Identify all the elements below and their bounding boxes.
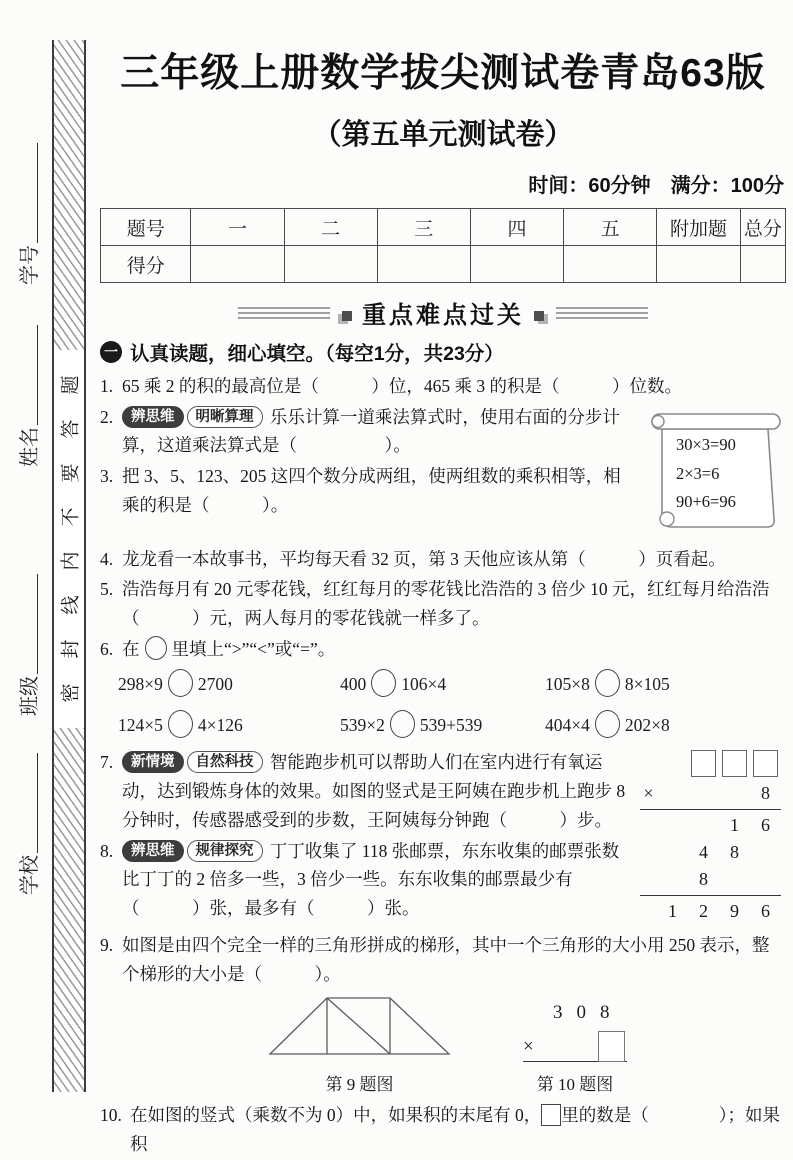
question-number: 4. <box>100 548 114 569</box>
question-number: 3. <box>100 466 114 487</box>
score-header-cell: 附加题 <box>657 209 741 246</box>
question-text: 乐乐计算一道乘法算式时，使用右面的分步计算，这道乘法算式是（ ）。 <box>122 406 620 456</box>
time-score-info: 时间：60分钟 满分：100分 <box>528 175 784 197</box>
digit-blank-box[interactable] <box>598 1031 625 1062</box>
comparison-right: 2700 <box>197 674 233 695</box>
question-text: 如图是由四个完全一样的三角形拼成的梯形，其中一个三角形的大小用 250 表示，整个梯形的大小是（ ）。 <box>122 935 770 985</box>
question-2-3-block <box>100 403 786 543</box>
seal-line-band <box>52 40 86 1092</box>
score-cell[interactable] <box>564 246 657 283</box>
comparison-right: 8×105 <box>624 674 670 695</box>
answer-circle[interactable] <box>168 710 193 738</box>
question-tag-badge: 明晰算理 <box>187 406 263 428</box>
digit-blank-box[interactable] <box>691 750 716 777</box>
hatch-pattern-bottom <box>54 728 84 1092</box>
question-text: 龙龙看一本故事书，平均每天看 32 页，第 3 天他应该从第（ ）页看起。 <box>122 548 726 569</box>
comparison-grid <box>100 669 786 738</box>
result-digit: 6 <box>761 901 770 922</box>
q7-vertical-multiplication <box>640 748 786 925</box>
question-1 <box>100 372 786 401</box>
seal-text-area <box>54 350 84 728</box>
score-cell[interactable] <box>377 246 470 283</box>
rule-line <box>640 895 781 896</box>
score-header-cell: 三 <box>377 209 470 246</box>
question-5 <box>100 575 786 632</box>
multiplication-grid <box>640 748 786 925</box>
circled-one-icon: 一 <box>100 341 122 363</box>
multiply-sign: × <box>643 783 654 804</box>
scroll-equation: 90+6=96 <box>676 492 736 512</box>
question-text-pre: 在 <box>122 638 140 659</box>
question-tag-badge: 辨思维 <box>122 406 184 428</box>
q10-multiplication-figure <box>523 1002 627 1095</box>
q9-trapezoid-figure <box>268 995 451 1095</box>
question-6 <box>100 635 786 664</box>
question-9 <box>100 931 786 988</box>
comparison-item <box>340 710 545 738</box>
question-number: 1. <box>100 376 114 396</box>
score-header-cell: 一 <box>191 209 284 246</box>
section-one-header <box>100 338 786 366</box>
score-cell[interactable] <box>657 246 741 283</box>
question-text-pre: 在如图的竖式（乘数不为 0）中，如果积的末尾有 0， <box>130 1104 542 1125</box>
speed-lines-left-icon <box>238 306 330 319</box>
partial-digit: 8 <box>730 842 739 863</box>
inline-blank-box[interactable] <box>541 1104 561 1126</box>
comparison-left: 400 <box>340 674 367 695</box>
banner-title: 重点难点过关 <box>362 302 524 329</box>
comparison-left: 124×5 <box>118 715 163 736</box>
question-7-8-block <box>100 748 786 929</box>
score-header-cell: 四 <box>470 209 563 246</box>
question-figures-row <box>268 995 786 1095</box>
answer-circle <box>145 636 167 660</box>
digit-blank-box[interactable] <box>722 750 747 777</box>
score-header-cell: 二 <box>284 209 377 246</box>
student-field-label: 学校 <box>18 855 41 895</box>
field-blank-line[interactable] <box>16 574 38 674</box>
comparison-left: 539×2 <box>340 715 385 736</box>
result-digit: 2 <box>699 901 708 922</box>
scroll-equations <box>676 431 736 518</box>
score-table <box>100 208 786 283</box>
partial-digit: 8 <box>699 869 708 890</box>
question-number: 7. <box>100 752 114 773</box>
multiplier-digit: 8 <box>761 783 770 804</box>
comparison-right: 202×8 <box>624 715 670 736</box>
digit: 8 <box>600 1001 610 1023</box>
question-number: 2. <box>100 406 114 427</box>
student-field-label: 姓名 <box>18 427 41 467</box>
speed-lines-right-icon <box>556 306 648 319</box>
question-text: 浩浩每月有 20 元零花钱，红红每月的零花钱比浩浩的 3 倍少 10 元，红红每月给浩浩（ ）元，两人每月的零花钱就一样多了。 <box>122 579 770 629</box>
page-subtitle: （第五单元测试卷） <box>312 119 574 151</box>
score-row-label: 得分 <box>101 246 191 283</box>
field-blank-line[interactable] <box>16 325 38 425</box>
student-field-name <box>13 325 42 467</box>
figure-caption: 第 9 题图 <box>325 1074 394 1094</box>
question-tag-badge: 自然科技 <box>187 751 263 773</box>
scroll-equation: 30×3=90 <box>676 434 736 454</box>
question-number: 8. <box>100 840 114 861</box>
student-field-label: 学号 <box>18 245 41 285</box>
digit: 3 <box>553 1001 563 1023</box>
question-number: 6. <box>100 638 114 659</box>
answer-circle[interactable] <box>168 669 193 697</box>
question-number: 10. <box>100 1104 122 1125</box>
partial-digit: 1 <box>730 815 739 836</box>
multiply-sign: × <box>523 1035 534 1057</box>
score-table-header-row <box>101 209 786 246</box>
rule-line <box>640 809 781 810</box>
score-cell[interactable] <box>740 246 785 283</box>
digit-blank-box[interactable] <box>753 750 778 777</box>
comparison-item <box>340 669 545 697</box>
question-number: 5. <box>100 579 114 600</box>
comparison-left: 298×9 <box>118 674 163 695</box>
comparison-right: 539+539 <box>419 715 483 736</box>
digit: 0 <box>576 1001 586 1023</box>
student-info-fields <box>0 143 54 903</box>
section-banner <box>100 295 786 330</box>
partial-digit: 6 <box>761 815 770 836</box>
question-10 <box>100 1101 786 1158</box>
field-blank-line[interactable] <box>16 753 38 853</box>
question-4 <box>100 545 786 574</box>
student-field-number <box>13 143 42 285</box>
answer-circle[interactable] <box>390 710 415 738</box>
section-one-title: 认真读题，细心填空。（每空1分，共23分） <box>130 343 504 365</box>
comparison-item <box>118 669 340 697</box>
answer-circle[interactable] <box>595 669 620 697</box>
field-blank-line[interactable] <box>16 143 38 243</box>
comparison-right: 4×126 <box>197 715 243 736</box>
answer-circle[interactable] <box>371 669 396 697</box>
question-text: 智能跑步机可以帮助人们在室内进行有氧运动，达到锻炼身体的效果。如图的竖式是王阿姨在跑步机上跑步 8 分钟时，传感器感受到的步数，王阿姨每分钟跑（ ）步。 <box>122 752 626 830</box>
comparison-item <box>545 669 786 697</box>
multiplier-row <box>523 1024 627 1062</box>
question-text: 65 乘 2 的积的最高位是（ ）位，465 乘 3 的积是（ ）位数。 <box>122 376 682 396</box>
seal-line-text: 密封线内不要答题 <box>60 350 82 703</box>
question-tag-badge: 辨思维 <box>122 840 184 862</box>
question-number: 9. <box>100 935 114 956</box>
student-field-label: 班级 <box>18 676 41 716</box>
scroll-equation: 2×3=6 <box>676 463 720 483</box>
comparison-item <box>545 710 786 738</box>
stepwise-calc-scroll <box>646 407 786 537</box>
comparison-left: 105×8 <box>545 674 590 695</box>
comparison-right: 106×4 <box>401 674 447 695</box>
score-table-score-row <box>101 246 786 283</box>
student-field-class <box>13 574 42 716</box>
question-text: 丁丁收集了 118 张邮票，东东收集的邮票张数比丁丁的 2 倍多一些，3 倍少一些。东东收集的邮票最少有（ ）张，最多有（ ）张。 <box>122 840 620 918</box>
result-digit: 9 <box>730 901 739 922</box>
student-field-school <box>13 753 42 895</box>
score-cell[interactable] <box>470 246 563 283</box>
question-text-post: 里的数是（ ）；如果积 <box>130 1104 780 1154</box>
score-header-cell: 题号 <box>101 209 191 246</box>
question-text: 把 3、5、123、205 这四个数分成两组，使两组数的乘积相等，相乘的积是（ ）。 <box>122 466 621 515</box>
page-title: 三年级上册数学拔尖测试卷青岛63版 <box>120 52 766 95</box>
result-digit: 1 <box>668 901 677 922</box>
figure-caption: 第 10 题图 <box>536 1074 614 1094</box>
question-tag-badge: 规律探究 <box>187 840 263 862</box>
score-header-cell: 五 <box>564 209 657 246</box>
paper-content <box>100 42 786 1160</box>
answer-circle[interactable] <box>595 710 620 738</box>
question-tag-badge: 新情境 <box>122 751 184 773</box>
question-text-post: 里填上“>”“<”或“=”。 <box>171 638 336 659</box>
multiplicand-digits <box>523 1002 627 1024</box>
comparison-item <box>118 710 340 738</box>
score-header-cell: 总分 <box>740 209 785 246</box>
score-cell[interactable] <box>191 246 284 283</box>
trapezoid-diagram <box>268 995 451 1057</box>
score-cell[interactable] <box>284 246 377 283</box>
square-ornament-icon <box>342 311 352 321</box>
square-ornament-icon <box>534 311 544 321</box>
comparison-left: 404×4 <box>545 715 590 736</box>
partial-digit: 4 <box>699 842 708 863</box>
hatch-pattern-top <box>54 40 84 350</box>
